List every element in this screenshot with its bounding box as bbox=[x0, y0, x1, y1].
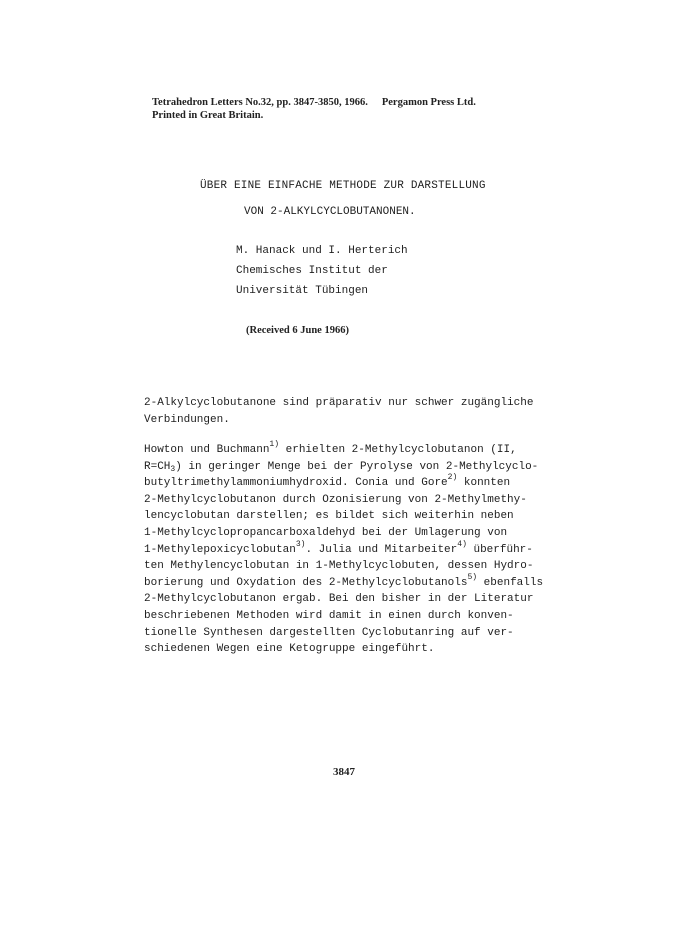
body-line-5: lencyclobutan darstellen; es bildet sich weiterhin neben bbox=[144, 510, 514, 523]
text-run: ) in geringer Menge bei der Pyrolyse von 2-Methylcyclo- bbox=[175, 460, 539, 473]
reference-5[interactable]: 5) bbox=[467, 572, 478, 582]
intro-paragraph bbox=[144, 395, 564, 429]
body-paragraph bbox=[144, 442, 584, 658]
printed-line: Printed in Great Britain. bbox=[152, 110, 264, 121]
intro-line-2: Verbindungen. bbox=[144, 414, 230, 426]
body-line-1 bbox=[144, 442, 584, 459]
text-run: . Julia und Mitarbeiter bbox=[305, 543, 458, 556]
body-line-2 bbox=[144, 459, 584, 476]
journal-citation: Tetrahedron Letters No.32, pp. 3847-3850, 1966. bbox=[152, 97, 368, 108]
body-line-8: ten Methylencyclobutan in 1-Methylcyclobuten, dessen Hydro- bbox=[144, 560, 534, 573]
publisher: Pergamon Press Ltd. bbox=[381, 97, 476, 108]
reference-2[interactable]: 2) bbox=[447, 473, 458, 483]
affiliation-line-1: Chemisches Institut der bbox=[236, 265, 388, 277]
text-run: konnten bbox=[457, 477, 511, 490]
citation-line bbox=[152, 96, 476, 109]
article-title-line-1: ÜBER EINE EINFACHE METHODE ZUR DARSTELLUNG bbox=[200, 180, 486, 192]
text-run: erhielten 2-Methylcyclobutanon (II, bbox=[279, 444, 517, 456]
reference-1[interactable]: 1) bbox=[269, 440, 280, 449]
subscript: 3 bbox=[170, 464, 176, 474]
reference-3[interactable]: 3) bbox=[295, 539, 306, 549]
reference-4[interactable]: 4) bbox=[457, 539, 467, 549]
body-line-7 bbox=[144, 539, 584, 559]
affiliation-line-2: Universität Tübingen bbox=[236, 285, 369, 297]
text-run: ebenfalls bbox=[477, 576, 544, 589]
body-line-9 bbox=[144, 572, 584, 592]
body-line-4: 2-Methylcyclobutanon durch Ozonisierung von 2-Methylmethy- bbox=[144, 493, 527, 506]
text-run: borierung und Oxydation des 2-Methylcyclobutanols bbox=[144, 576, 468, 589]
body-line-12: tionelle Synthesen dargestellten Cyclobutanring auf ver- bbox=[144, 626, 514, 639]
body-line-3 bbox=[144, 475, 584, 492]
text-run: butyltrimethylammoniumhydroxid. Conia und Gore bbox=[144, 477, 448, 490]
text-run: Howton und Buchmann bbox=[144, 444, 270, 456]
article-title-line-2: VON 2-ALKYLCYCLOBUTANONEN. bbox=[244, 206, 416, 218]
journal-header bbox=[152, 96, 476, 122]
body-line-6: 1-Methylcyclopropancarboxaldehyd bei der Umlagerung von bbox=[144, 526, 508, 539]
text-run: R=CH bbox=[144, 460, 171, 473]
body-line-13: schiedenen Wegen eine Ketogruppe eingeführt. bbox=[144, 643, 435, 656]
text-run: 1-Methylepoxicyclobutan bbox=[144, 543, 296, 556]
page-number: 3847 bbox=[333, 766, 355, 778]
author-names: M. Hanack und I. Herterich bbox=[236, 245, 408, 257]
author-block bbox=[236, 241, 408, 301]
text-run: überführ- bbox=[466, 543, 533, 556]
received-date: (Received 6 June 1966) bbox=[246, 325, 349, 336]
body-line-10: 2-Methylcyclobutanon ergab. Bei den bisher in der Literatur bbox=[144, 593, 534, 606]
body-line-11: beschriebenen Methoden wird damit in einen durch konven- bbox=[144, 609, 514, 622]
intro-line-1: 2-Alkylcyclobutanone sind präparativ nur schwer zugängliche bbox=[144, 397, 534, 409]
